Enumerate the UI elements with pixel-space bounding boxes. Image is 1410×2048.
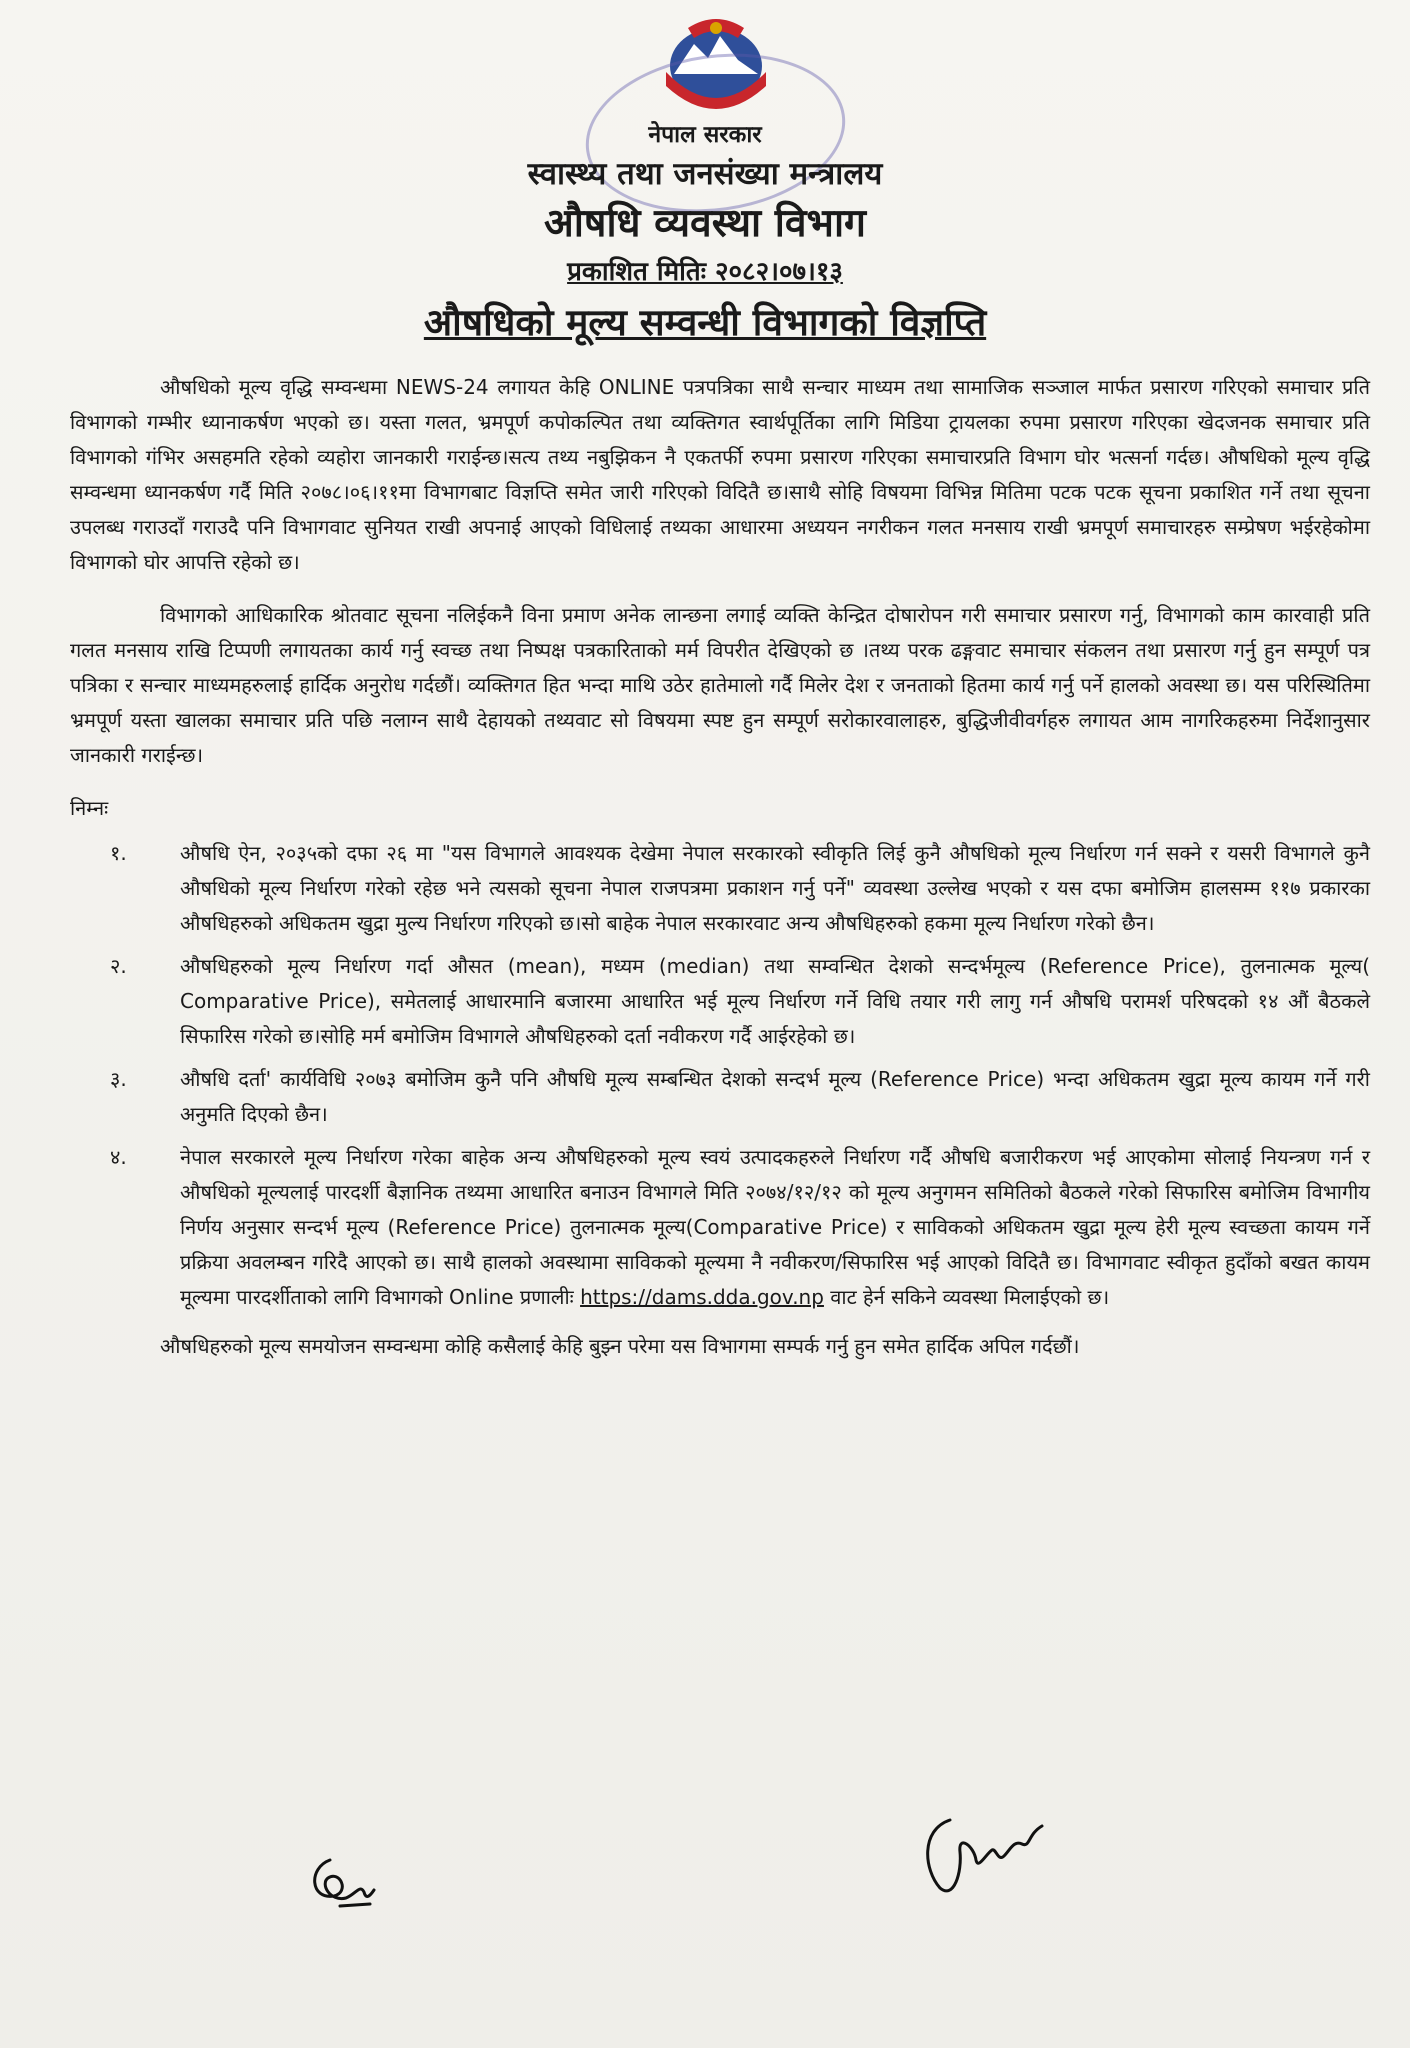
list-intro: निम्नः — [70, 796, 109, 820]
list-item — [70, 949, 1370, 1054]
closing-paragraph: औषधिहरुको मूल्य समयोजन सम्वन्धमा कोहि कसैलाई केहि बुझ्न परेमा यस विभागमा सम्पर्क गर्नु हुन समेत हार्दिक अपिल गर्दछौं। — [160, 1334, 1080, 1358]
published-date: प्रकाशित मितिः २०८२।०७।१३ — [567, 257, 843, 287]
list-item-number: ३. — [110, 1067, 127, 1091]
ministry-name: स्वास्थ्य तथा जनसंख्या मन्त्रालय — [527, 156, 883, 192]
notice-title: औषधिको मूल्य सम्वन्धी विभागको विज्ञप्ति — [423, 301, 987, 344]
list-item-text: औषधिहरुको मूल्य निर्धारण गर्दा औसत (mean), मध्यम (median) तथा सम्वन्धित देशको सन्दर्भमूल्य (Reference Price), तुलनात्मक मूल्य( Comparative Price), समेतलाई आधारमानि बजारमा आधारित भई मूल्य निर्धारण गर्ने विधि तयार गरी लागु गर्न औषधि परामर्श परिषदको १४ औं बैठकले सिफारिस गरेको छ।सोहि मर्म बमोजिम विभागले औषधिहरुको दर्ता नवीकरण गर्दै आईरहेको छ। — [180, 954, 1370, 1048]
notice-body — [70, 370, 1370, 1382]
list-item-number: २. — [110, 954, 127, 978]
signature-left — [300, 1840, 380, 1920]
department-name: औषधि व्यवस्था विभाग — [544, 201, 866, 246]
paragraph: विभागको आधिकारिक श्रोतवाट सूचना नलिईकनै विना प्रमाण अनेक लान्छना लगाई व्यक्ति केन्द्रित दोषारोपन गरी समाचार प्रसारण गर्नु, विभागको काम कारवाही प्रति गलत मनसाय राखि टिप्पणी लगायतका कार्य गर्नु स्वच्छ तथा निष्पक्ष पत्रकारिताको मर्म विपरीत देखिएको छ ।तथ्य परक ढङ्गवाट समाचार संकलन तथा प्रसारण गर्नु हुन सम्पूर्ण पत्र पत्रिका र सन्चार माध्यमहरुलाई हार्दिक अनुरोध गर्दछौं। व्यक्तिगत हित भन्दा माथि उठेर हातेमालो गर्दै मिलेर देश र जनताको हितमा कार्य गर्नु पर्ने हालको अवस्था छ। यस परिस्थितिमा भ्रमपूर्ण यस्ता खालका समाचार प्रति पछि नलाग्न साथै देहायको तथ्यवाट सो विषयमा स्पष्ट हुन सम्पूर्ण सरोकारवालाहरु, बुद्धिजीवीवर्गहरु लगायत आम नागरिकहरुमा निर्देशानुसार जानकारी गराईन्छ। — [70, 603, 1370, 767]
government-name: नेपाल सरकार — [648, 122, 762, 148]
signature-right — [910, 1800, 1060, 1910]
list-item-number: ४. — [110, 1145, 127, 1169]
list-item-text — [180, 1140, 1370, 1315]
list-item-number: १. — [110, 841, 127, 865]
dams-link[interactable]: https://dams.dda.gov.np — [580, 1285, 824, 1309]
paragraph: औषधिको मूल्य वृद्धि सम्वन्धमा NEWS-24 लगायत केहि ONLINE पत्रपत्रिका साथै सन्चार माध्यम तथा सामाजिक सञ्जाल मार्फत प्रसारण गरिएको समाचार प्रति विभागको गम्भीर ध्यानाकर्षण भएको छ। यस्ता गलत, भ्रमपूर्ण कपोकल्पित तथा व्यक्तिगत स्वार्थपूर्तिका लागि मिडिया ट्रायलका रुपमा प्रसारण गरिएका खेदजनक समाचार प्रति विभागको गंभिर असहमति रहेको व्यहोरा जानकारी गराईन्छ।सत्य तथ्य नबुझिकन नै एकतर्फी रुपमा प्रसारण गरिएका समाचारप्रति विभाग घोर भत्सर्ना गर्दछ। औषधिको मूल्य वृद्धि सम्वन्धमा ध्यानकर्षण गर्दै मिति २०७८।०६।११मा विभागबाट विज्ञप्ति समेत जारी गरिएको विदितै छ।साथै सोहि विषयमा विभिन्न मितिमा पटक पटक सूचना प्रकाशित गर्ने तथा सूचना उपलब्ध गराउदाँ गराउदै पनि विभागवाट सुनियत राखी अपनाई आएको विधिलाई तथ्यका आधारमा अध्ययन नगरीकन गलत मनसाय राखी भ्रमपूर्ण समाचारहरु सम्प्रेषण भईरहेकोमा विभागको घोर आपत्ति रहेको छ। — [70, 375, 1370, 574]
list-item-text: औषधि दर्ता' कार्यविधि २०७३ बमोजिम कुनै पनि औषधि मूल्य सम्बन्धित देशको सन्दर्भ मूल्य (Reference Price) भन्दा अधिकतम खुद्रा मूल्य कायम गर्ने गरी अनुमति दिएको छैन। — [180, 1067, 1370, 1126]
letterhead — [0, 118, 1410, 350]
list-item — [70, 836, 1370, 941]
list-item-text: औषधि ऐन, २०३५को दफा २६ मा "यस विभागले आवश्यक देखेमा नेपाल सरकारको स्वीकृति लिई कुनै औषधिको मूल्य निर्धारण गर्न सक्ने र यसरी विभागले कुनै औषधिको मूल्य निर्धारण गरेको रहेछ भने त्यसको सूचना नेपाल राजपत्रमा प्रकाशन गर्नु पर्ने" व्यवस्था उल्लेख भएको र यस दफा बमोजिम हालसम्म ११७ प्रकारका औषधिहरुको अधिकतम खुद्रा मुल्य निर्धारण गरिएको छ।सो बाहेक नेपाल सरकारवाट अन्य औषधिहरुको हकमा मूल्य निर्धारण गरेको छैन। — [180, 841, 1370, 935]
list-item — [70, 1062, 1370, 1132]
list-item-suffix: वाट हेर्न सकिने व्यवस्था मिलाईएको छ। — [830, 1285, 1110, 1309]
list-item-text-body: नेपाल सरकारले मूल्य निर्धारण गरेका बाहेक अन्य औषधिहरुको मूल्य स्वयं उत्पादकहरुले निर्धारण गर्दै औषधि बजारीकरण भई आएकोमा सोलाई नियन्त्रण गर्न र औषधिको मूल्यलाई पारदर्शी बैज्ञानिक तथ्यमा आधारित बनाउन विभागले मिति २०७४/१२/१२ को मूल्य अनुगमन समितिको बैठकले गरेको सिफारिस बमोजिम विभागीय निर्णय अनुसार सन्दर्भ मूल्य (Reference Price) तुलनात्मक मूल्य(Comparative Price) र साविकको अधिकतम खुद्रा मूल्य हेरी मूल्य स्वच्छता कायम गर्ने प्रक्रिया अवलम्बन गरिदै आएको छ। साथै हालको अवस्थामा साविकको मूल्यमा नै नवीकरण/सिफारिस भई आएको विदितै छ। विभागवाट स्वीकृत हुदाँको बखत कायम मूल्यमा पारदर्शीताको लागि विभागको — [180, 1145, 1370, 1309]
list-item — [70, 1140, 1370, 1315]
online-system-label: Online प्रणालीः — [449, 1285, 574, 1309]
